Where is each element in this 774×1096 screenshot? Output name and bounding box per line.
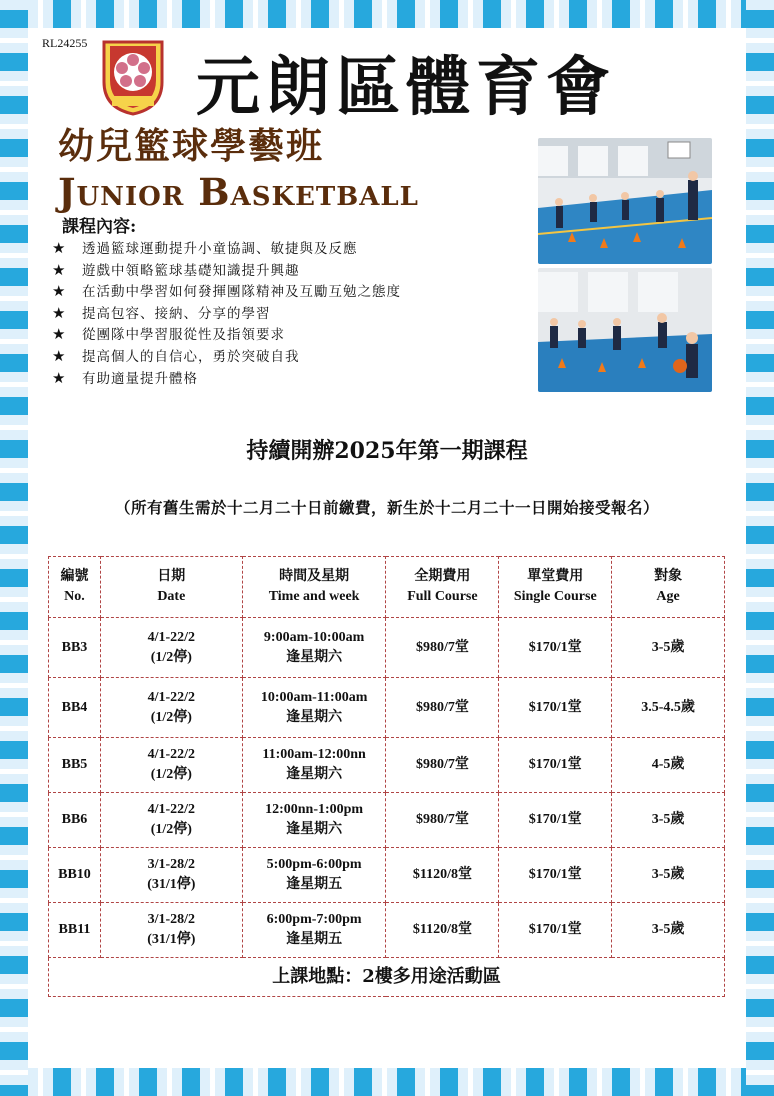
cell-full-fee: $1120/8堂: [386, 848, 499, 903]
cell-full-fee: $980/7堂: [386, 793, 499, 848]
session-title: 持續開辦2025年第一期課程: [246, 438, 528, 464]
cell-age: 3.5-4.5歲: [612, 678, 725, 738]
cell-time: 10:00am-11:00am 逢星期六: [242, 678, 386, 738]
cell-time: 11:00am-12:00nn 逢星期六: [242, 738, 386, 793]
list-item: ★ 提高包容、接納、分享的學習: [52, 303, 401, 325]
border-left: [0, 0, 28, 1096]
cell-no: BB6: [49, 793, 101, 848]
table-header-row: [49, 557, 725, 618]
cell-single-fee: $170/1堂: [499, 903, 612, 958]
cell-single-fee: $170/1堂: [499, 678, 612, 738]
course-title-english: Junior Basketball: [58, 170, 419, 214]
list-item: ★ 有助適量提升體格: [52, 368, 401, 390]
registration-note: （所有舊生需於十二月二十日前繳費，新生於十二月二十一日開始接受報名）: [114, 498, 659, 517]
column-header: 時間及星期 Time and week: [242, 557, 386, 618]
cell-date: 4/1-22/2 (1/2停): [100, 678, 242, 738]
list-item: ★ 提高個人的自信心，勇於突破自我: [52, 346, 401, 368]
cell-no: BB11: [49, 903, 101, 958]
column-header: 單堂費用 Single Course: [499, 557, 612, 618]
cell-date: 4/1-22/2 (1/2停): [100, 793, 242, 848]
star-icon: ★: [52, 239, 67, 257]
column-header: 日期 Date: [100, 557, 242, 618]
border-right: [746, 0, 774, 1096]
star-icon: ★: [52, 282, 67, 301]
cell-single-fee: $170/1堂: [499, 793, 612, 848]
column-header: 對象 Age: [612, 557, 725, 618]
list-item: ★ 遊戲中領略籃球基礎知識提升興趣: [52, 260, 401, 282]
cell-no: BB5: [49, 738, 101, 793]
cell-no: BB10: [49, 848, 101, 903]
cell-time: 9:00am-10:00am 逢星期六: [242, 618, 386, 678]
cell-age: 3-5歲: [612, 848, 725, 903]
cell-age: 3-5歲: [612, 903, 725, 958]
organization-title: 元朗區體育會: [196, 50, 616, 125]
column-header: 編號 No.: [49, 557, 101, 618]
course-content-heading: 課程內容:: [62, 217, 137, 237]
cell-full-fee: $1120/8堂: [386, 903, 499, 958]
list-item: ★ 透過籃球運動提升小童協調、敏捷與及反應: [52, 238, 401, 260]
cell-time: 6:00pm-7:00pm 逢星期五: [242, 903, 386, 958]
course-title-chinese: 幼兒籃球學藝班: [58, 126, 325, 167]
cell-date: 4/1-22/2 (1/2停): [100, 738, 242, 793]
cell-age: 4-5歲: [612, 738, 725, 793]
cell-time: 12:00nn-1:00pm 逢星期六: [242, 793, 386, 848]
star-icon: ★: [52, 260, 67, 279]
cell-single-fee: $170/1堂: [499, 618, 612, 678]
basketball-class-photo-2: [538, 268, 712, 392]
star-icon: ★: [52, 368, 67, 387]
table-row: [49, 678, 725, 738]
cell-no: BB3: [49, 618, 101, 678]
border-top: [0, 0, 774, 28]
table-row: [49, 738, 725, 793]
venue-row: [49, 958, 725, 997]
venue-text: 上課地點：2樓多用途活動區: [49, 958, 725, 997]
table-row: [49, 903, 725, 958]
table-row: [49, 793, 725, 848]
cell-date: 4/1-22/2 (1/2停): [100, 618, 242, 678]
cell-full-fee: $980/7堂: [386, 618, 499, 678]
cell-date: 3/1-28/2 (31/1停): [100, 903, 242, 958]
border-bottom: [0, 1068, 774, 1096]
cell-time: 5:00pm-6:00pm 逢星期五: [242, 848, 386, 903]
cell-age: 3-5歲: [612, 618, 725, 678]
list-item: ★ 從團隊中學習服從性及指領要求: [52, 324, 401, 346]
cell-full-fee: $980/7堂: [386, 738, 499, 793]
cell-single-fee: $170/1堂: [499, 848, 612, 903]
cell-date: 3/1-28/2 (31/1停): [100, 848, 242, 903]
table-row: [49, 848, 725, 903]
basketball-class-photo-1: [538, 138, 712, 264]
star-icon: ★: [52, 303, 67, 322]
list-item: ★ 在活動中學習如何發揮團隊精神及互勵互勉之態度: [52, 281, 401, 303]
cell-no: BB4: [49, 678, 101, 738]
reference-code: RL24255: [42, 36, 88, 50]
course-schedule-table: [48, 556, 725, 997]
course-content-list: [52, 238, 401, 389]
star-icon: ★: [52, 325, 67, 344]
column-header: 全期費用 Full Course: [386, 557, 499, 618]
table-row: [49, 618, 725, 678]
star-icon: ★: [52, 346, 67, 365]
association-logo: [98, 36, 168, 116]
cell-age: 3-5歲: [612, 793, 725, 848]
cell-single-fee: $170/1堂: [499, 738, 612, 793]
cell-full-fee: $980/7堂: [386, 678, 499, 738]
